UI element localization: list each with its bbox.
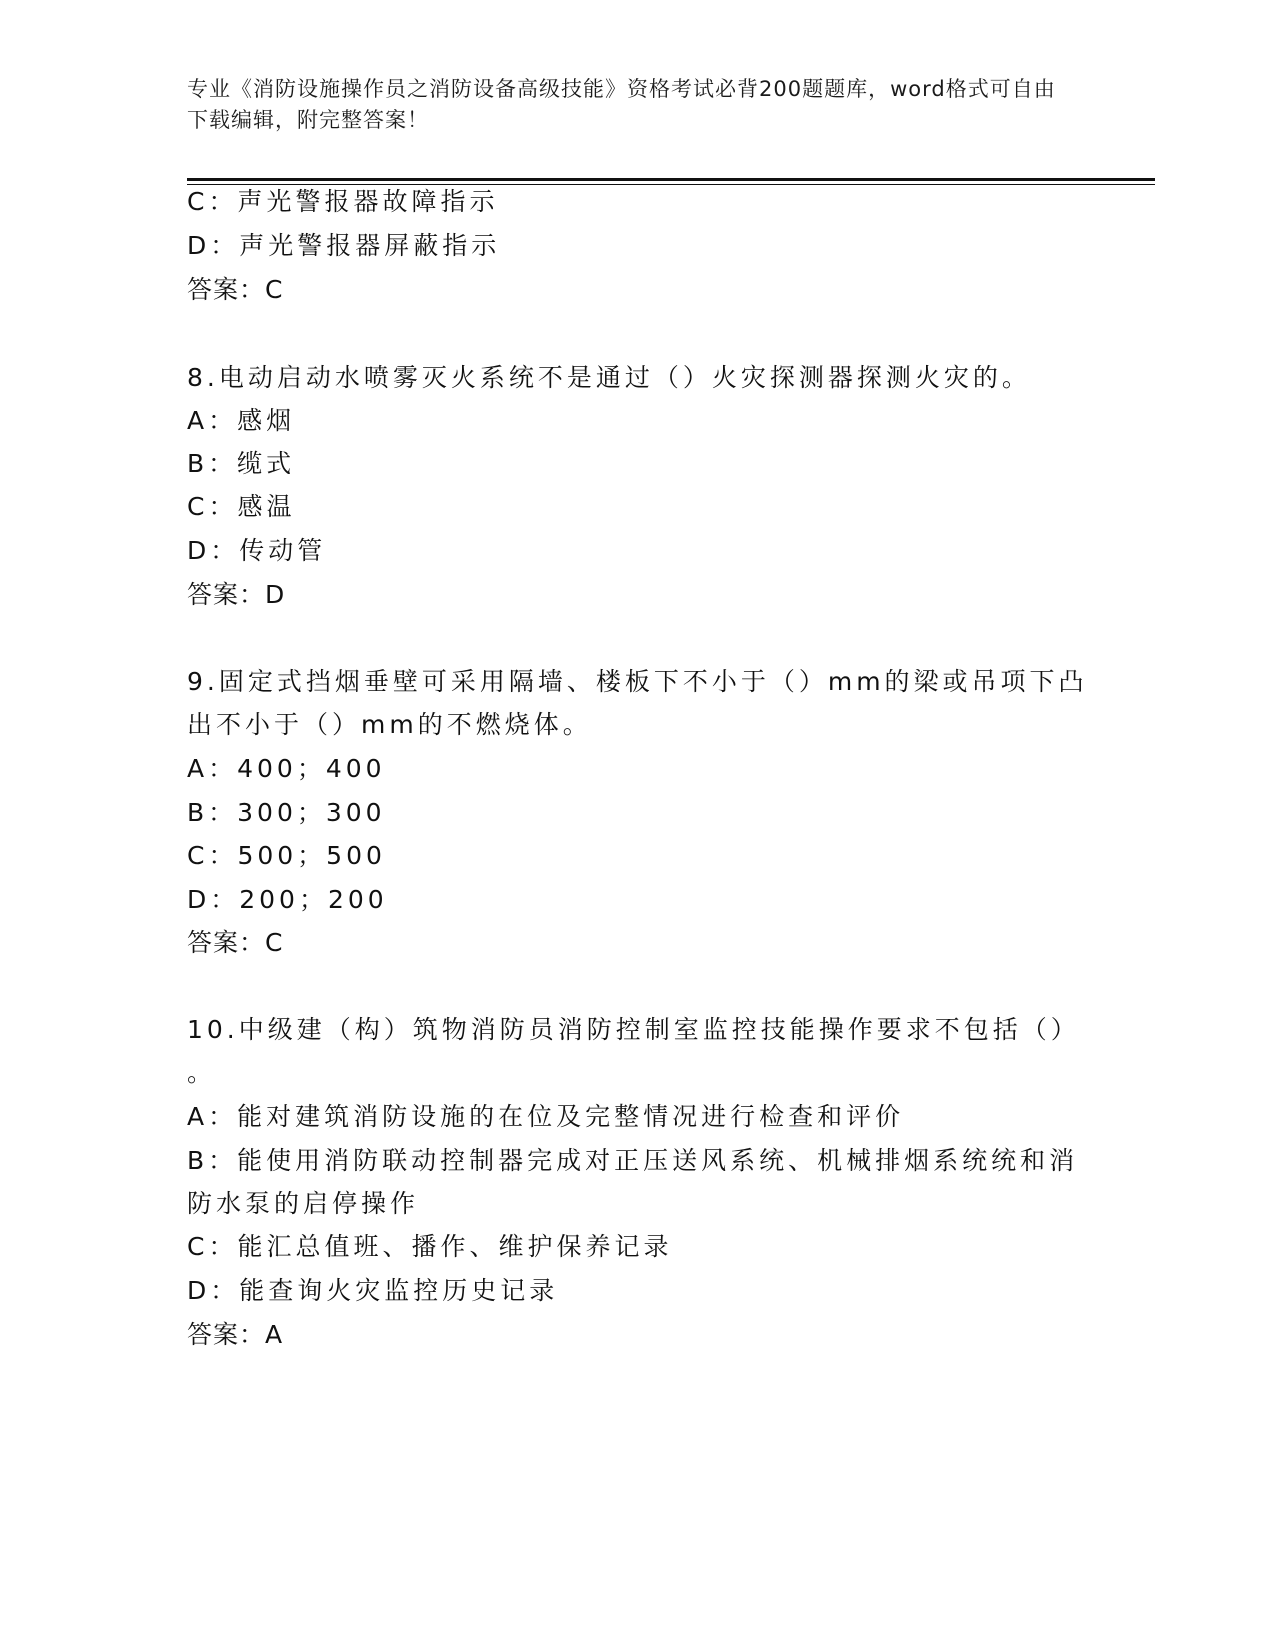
q8-option-b: B：缆式 <box>187 449 296 478</box>
q10-answer: 答案：A <box>187 1320 284 1349</box>
prev-option-c: C：声光警报器故障指示 <box>187 187 499 216</box>
header-divider-thin <box>187 184 1155 185</box>
q10-option-b-line1: B：能使用消防联动控制器完成对正压送风系统、机械排烟系统统和消 <box>187 1146 1079 1175</box>
q10-option-c: C：能汇总值班、播作、维护保养记录 <box>187 1232 673 1261</box>
q9-option-d: D：200；200 <box>187 885 388 914</box>
q9-option-c: C：500；500 <box>187 841 386 870</box>
q9-option-a: A：400；400 <box>187 754 386 783</box>
q9-answer: 答案：C <box>187 928 284 957</box>
header-divider-thick <box>187 178 1155 181</box>
q8-question: 8.电动启动水喷雾灭火系统不是通过（）火灾探测器探测火灾的。 <box>187 363 1031 392</box>
document-header: 专业《消防设施操作员之消防设备高级技能》资格考试必背200题题库，word格式可自由下载编辑，附完整答案！ <box>187 77 1056 132</box>
prev-answer: 答案：C <box>187 275 284 304</box>
q9-question-line2: 出不小于（）mm的不燃烧体。 <box>187 710 592 739</box>
q10-question-line2: 。 <box>187 1058 217 1087</box>
q10-option-d: D：能查询火灾监控历史记录 <box>187 1276 559 1305</box>
q8-option-d: D：传动管 <box>187 536 327 565</box>
q9-option-b: B：300；300 <box>187 798 386 827</box>
q8-option-c: C：感温 <box>187 492 296 521</box>
q8-answer: 答案：D <box>187 580 286 609</box>
q8-option-a: A：感烟 <box>187 406 296 435</box>
q10-question-line1: 10.中级建（构）筑物消防员消防控制室监控技能操作要求不包括（） <box>187 1015 1080 1044</box>
prev-option-d: D：声光警报器屏蔽指示 <box>187 231 501 260</box>
q10-option-b-line2: 防水泵的启停操作 <box>187 1189 420 1218</box>
q10-option-a: A：能对建筑消防设施的在位及完整情况进行检查和评价 <box>187 1102 905 1131</box>
q9-question-line1: 9.固定式挡烟垂壁可采用隔墙、楼板下不小于（）mm的梁或吊项下凸 <box>187 667 1088 696</box>
